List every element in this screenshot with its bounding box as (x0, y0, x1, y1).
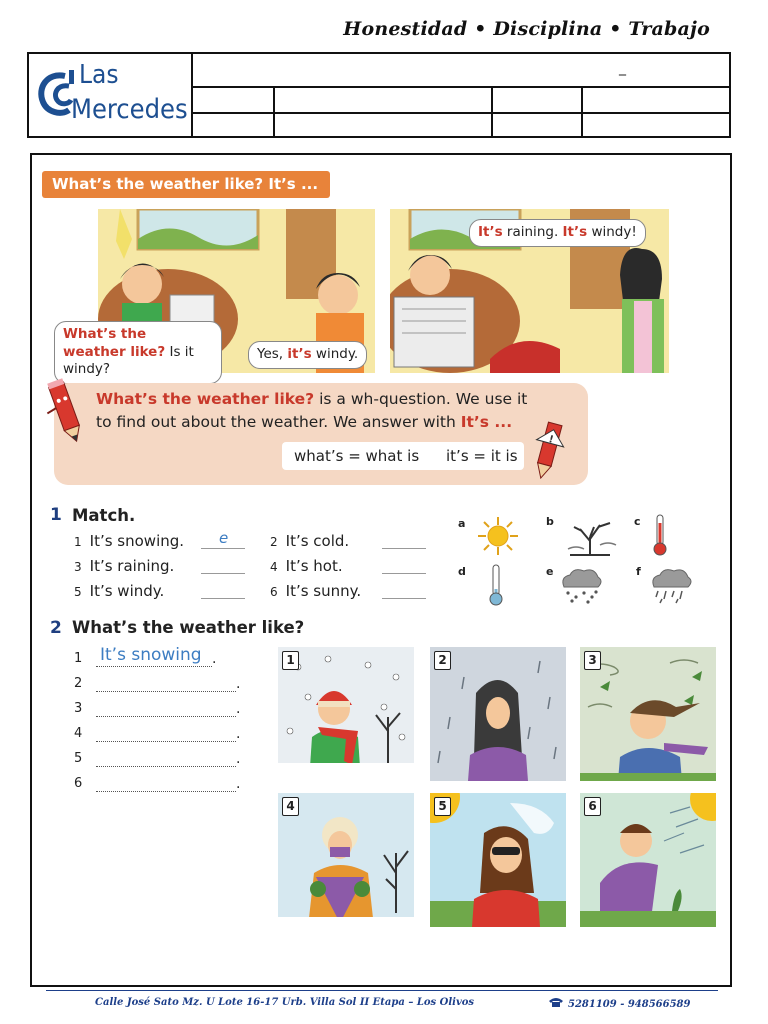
answer-period: . (212, 651, 217, 667)
footer-phone (548, 997, 690, 1010)
svg-text:!: ! (547, 433, 555, 446)
weather-picture-raining (430, 647, 566, 781)
bubble-raining-red1: It’s (478, 224, 503, 240)
match-answer-line[interactable] (382, 548, 426, 549)
picture-number: 4 (282, 797, 299, 816)
match-item: 6 It’s sunny. (270, 582, 362, 600)
answer-text: It’s snowing (100, 645, 202, 665)
symbol-label-e: e (546, 565, 554, 578)
header-row-2 (191, 86, 729, 114)
match-item: 3 It’s raining. (74, 557, 175, 575)
speech-bubble-raining (469, 219, 646, 247)
weather-picture-snowing (278, 647, 414, 781)
match-item: 1 It’s snowing. (74, 532, 185, 550)
answer-period: . (236, 751, 241, 767)
match-answer-line[interactable] (201, 598, 245, 599)
match-answer-line[interactable] (382, 598, 426, 599)
pencil-mascot-icon (44, 377, 88, 447)
bubble-answer-pre: Yes, (257, 346, 288, 362)
section-1-title: Match. (72, 506, 136, 525)
footer-phone-number: 5281109 - 948566589 (568, 999, 691, 1010)
match-item: 4 It’s hot. (270, 557, 343, 575)
answer-line[interactable] (96, 765, 236, 767)
footer-address: Calle José Sato Mz. U Lote 16-17 Urb. Villa Sol II Etapa – Los Olivos (95, 997, 475, 1008)
symbol-label-b: b (546, 515, 554, 528)
weather-picture-cold (278, 793, 414, 927)
answer-line-number: 5 (74, 751, 83, 766)
section-2-number: 2 (50, 618, 62, 638)
answer-line[interactable] (96, 740, 236, 742)
speech-bubble-question (54, 321, 222, 384)
match-answer-line[interactable] (201, 573, 245, 574)
match-item: 2 It’s cold. (270, 532, 350, 550)
answer-line[interactable] (96, 665, 212, 667)
footer-divider (46, 990, 718, 991)
school-logo (29, 54, 193, 136)
school-motto: Honestidad • Disciplina • Trabajo (343, 18, 710, 40)
weather-picture-hot (580, 793, 716, 927)
match-answer: e (219, 529, 229, 547)
picture-number: 3 (584, 651, 601, 670)
header-row-3 (191, 112, 729, 136)
answer-line-number: 3 (74, 701, 83, 716)
logo-text-las: Las (79, 60, 119, 90)
info-red-answer: It’s ... (460, 413, 513, 432)
match-answer-line[interactable] (201, 548, 245, 549)
worksheet-frame (30, 153, 732, 987)
answer-line[interactable] (96, 715, 236, 717)
answer-period: . (236, 676, 241, 692)
speech-bubble-answer (248, 341, 367, 369)
section-2-title: What’s the weather like? (72, 618, 305, 637)
logo-text-mercedes: Mercedes (71, 94, 188, 125)
bubble-question-rest: Is it windy? (63, 343, 194, 378)
header-row-1 (191, 54, 729, 88)
answer-period: . (236, 726, 241, 742)
snow-cloud-icon (556, 565, 606, 605)
pencil-warning-icon (530, 419, 566, 483)
answer-period: . (236, 776, 241, 792)
symbol-label-f: f (636, 565, 641, 578)
answer-line[interactable] (96, 690, 236, 692)
telephone-icon (548, 997, 564, 1007)
contraction-its: it’s = it is (446, 447, 518, 465)
answer-line-number: 4 (74, 726, 83, 741)
picture-number: 6 (584, 797, 601, 816)
header-table (27, 52, 731, 138)
picture-number: 1 (282, 651, 299, 670)
header-dash: _ (619, 60, 626, 76)
match-item: 5 It’s windy. (74, 582, 165, 600)
answer-line-number: 2 (74, 676, 83, 691)
picture-number: 2 (434, 651, 451, 670)
answer-line[interactable] (96, 790, 236, 792)
sun-icon (474, 515, 522, 557)
bubble-question-red: What’s the weather like? (63, 326, 166, 360)
picture-number: 5 (434, 797, 451, 816)
answer-line-number: 6 (74, 776, 83, 791)
bubble-raining-red2: It’s (562, 224, 588, 240)
answer-period: . (236, 701, 241, 717)
bubble-raining-post: windy! (587, 224, 637, 240)
hot-thermometer-icon (652, 513, 668, 557)
header-divider (491, 86, 493, 136)
cold-thermometer-icon (488, 563, 504, 607)
header-divider (273, 86, 275, 136)
bubble-answer-post: windy. (311, 346, 359, 362)
windy-tree-icon (560, 515, 620, 557)
symbol-label-d: d (458, 565, 466, 578)
contraction-box (282, 442, 524, 470)
answer-line-number: 1 (74, 651, 83, 666)
rain-cloud-icon (646, 565, 696, 605)
weather-picture-windy (580, 647, 716, 781)
contraction-whats: what’s = what is (294, 447, 420, 465)
grammar-info-text (96, 388, 546, 435)
header-divider (581, 86, 583, 136)
lesson-banner: What’s the weather like? It’s ... (42, 171, 330, 198)
info-body: is a wh-question. We use it to find out about the weather. We answer with (96, 390, 528, 432)
weather-picture-sunny (430, 793, 566, 927)
info-red-question: What’s the weather like? (96, 390, 315, 408)
match-answer-line[interactable] (382, 573, 426, 574)
symbol-label-a: a (458, 517, 466, 530)
section-1-number: 1 (50, 505, 62, 525)
symbol-label-c: c (634, 515, 641, 528)
bubble-answer-red: it’s (287, 346, 312, 362)
bubble-raining-mid: raining. (502, 224, 563, 240)
